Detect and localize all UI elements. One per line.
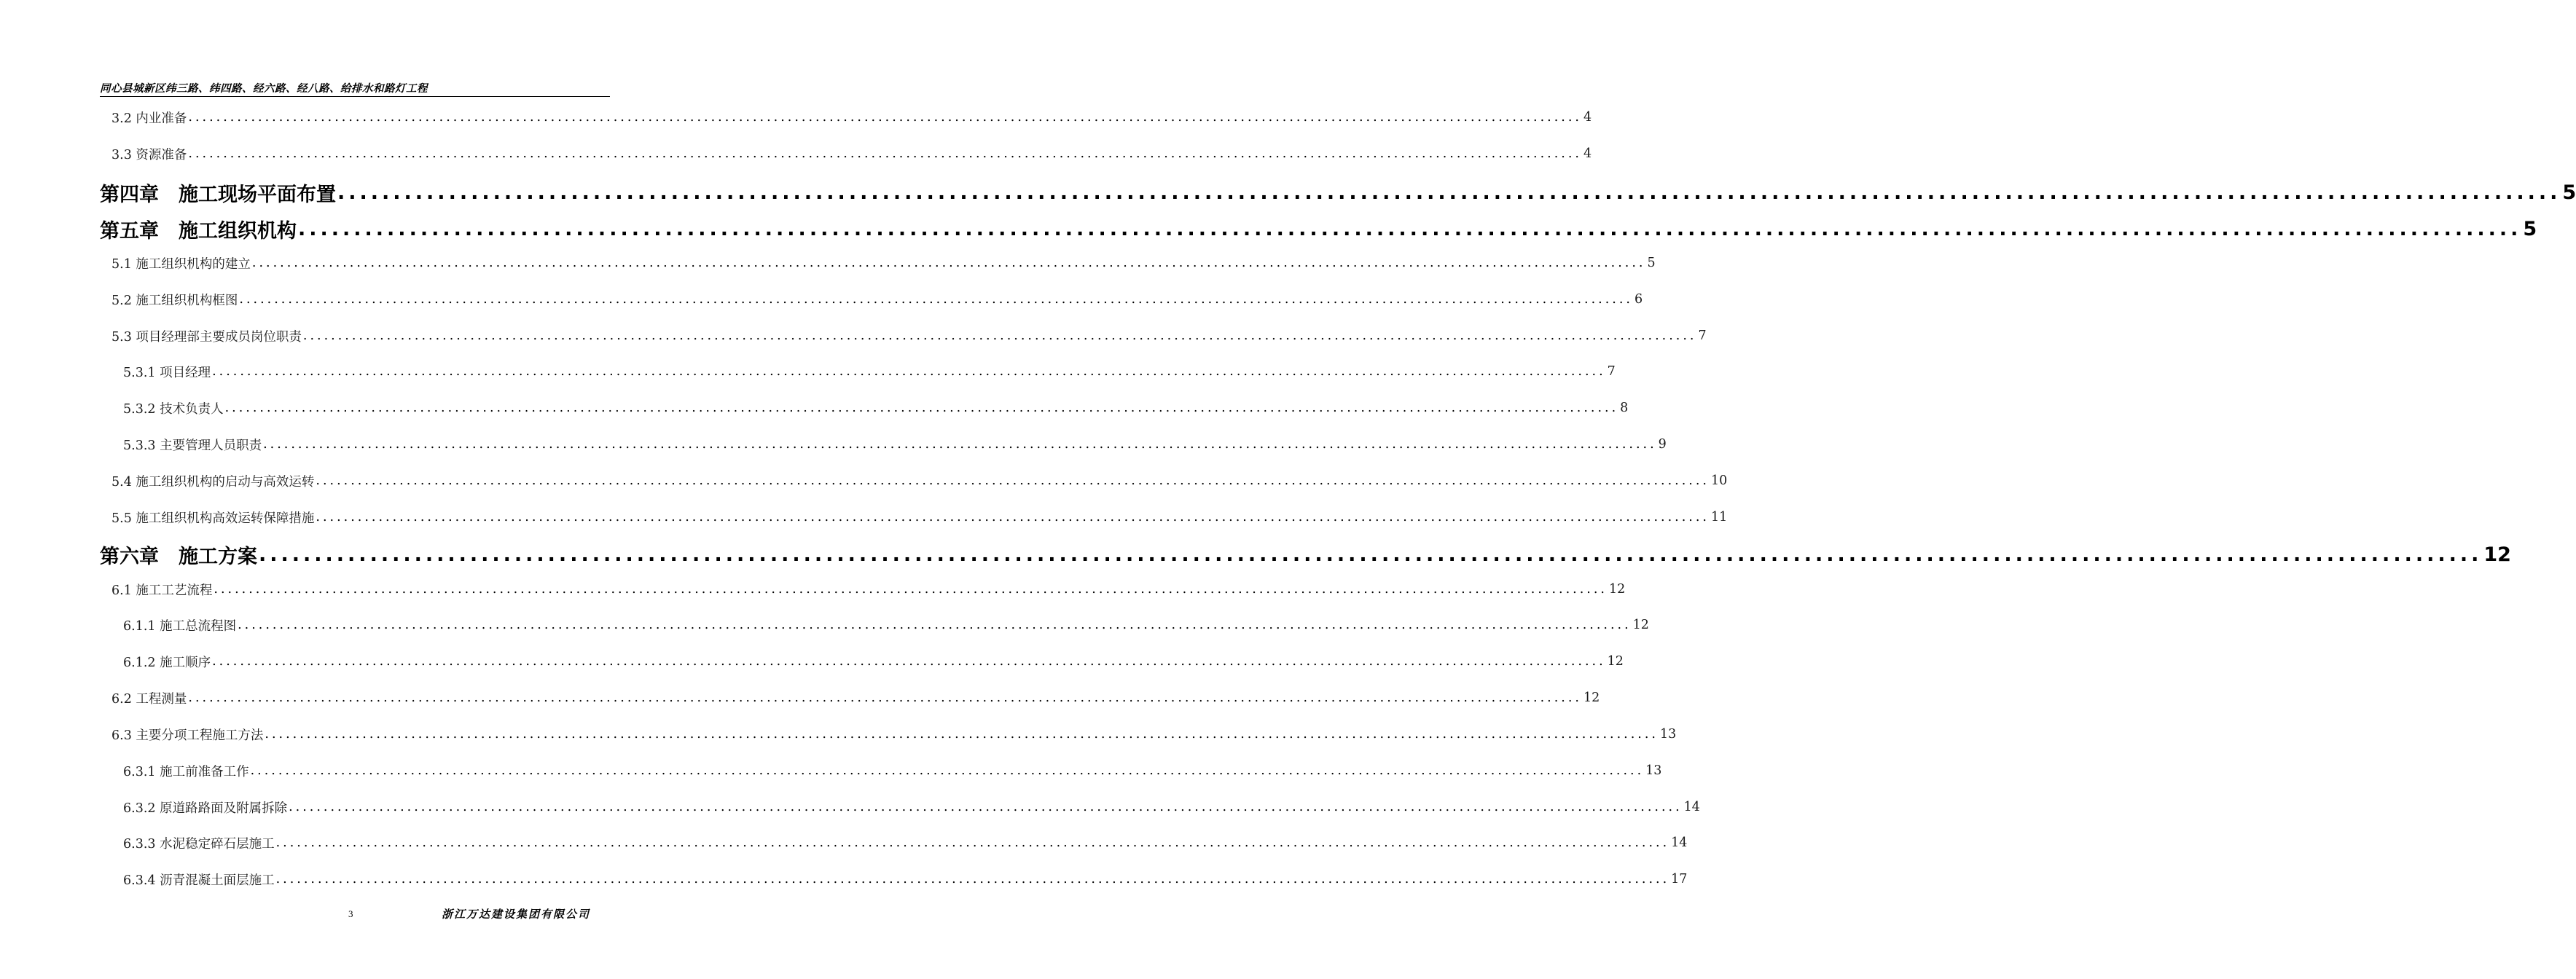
toc-entry-title: 6.3.1 施工前准备工作 xyxy=(123,764,249,779)
toc-dot-leader: ........................................................................................................................................................................................................ xyxy=(188,146,1582,161)
toc-entry-title: 6.3.4 沥青混凝土面层施工 xyxy=(123,873,275,888)
toc-entry-page: 13 xyxy=(1659,727,1677,742)
toc-dot-leader: ........................................................................................................................................................................................................ xyxy=(316,473,1710,488)
toc-entry-title: 6.3.3 水泥稳定碎石层施工 xyxy=(123,836,275,852)
toc-dot-leader: ........................................................................................................................................................................................................ xyxy=(298,217,2522,240)
toc-entry-page: 14 xyxy=(1671,836,1688,850)
toc-entry-page: 12 xyxy=(1583,691,1600,705)
toc-dot-leader: ........................................................................................................................................................................................................ xyxy=(188,691,1582,705)
toc-entry-title: 5.2 施工组织机构框图 xyxy=(111,293,238,308)
toc-entry-title: 5.3.2 技术负责人 xyxy=(123,401,224,417)
toc-dot-leader: ........................................................................................................................................................................................................ xyxy=(238,618,1632,632)
toc-dot-leader: ........................................................................................................................................................................................................ xyxy=(263,437,1657,452)
toc-entry[interactable] xyxy=(111,318,1707,354)
toc-dot-leader: ........................................................................................................................................................................................................ xyxy=(265,727,1659,742)
toc-entry-title: 6.1.2 施工顺序 xyxy=(123,655,211,670)
footer-page-number: 3 xyxy=(348,908,353,919)
toc-entry-page: 9 xyxy=(1658,437,1667,452)
toc-entry-page: 13 xyxy=(1645,763,1662,778)
toc-entry-page: 14 xyxy=(1683,800,1700,814)
toc-entry[interactable] xyxy=(123,825,1688,861)
toc-entry-page: 7 xyxy=(1698,329,1707,343)
toc-entry-title: 5.3 项目经理部主要成员岗位职责 xyxy=(111,329,302,345)
toc-entry-page: 12 xyxy=(1632,618,1649,632)
toc-entry[interactable] xyxy=(123,861,1688,897)
toc-entry-page: 5 xyxy=(1647,256,1656,270)
toc-dot-leader: ........................................................................................................................................................................................................ xyxy=(239,292,1633,307)
toc-entry-title: 5.3.1 项目经理 xyxy=(123,365,211,380)
toc-entry[interactable] xyxy=(123,426,1667,463)
toc-entry-page: 17 xyxy=(1671,872,1688,886)
toc-dot-leader: ........................................................................................................................................................................................................ xyxy=(289,800,1683,814)
toc-dot-leader: ........................................................................................................................................................................................................ xyxy=(337,181,2561,204)
toc-dot-leader: ........................................................................................................................................................................................................ xyxy=(275,836,1670,850)
toc-entry[interactable] xyxy=(111,571,1626,608)
toc-dot-leader: ........................................................................................................................................................................................................ xyxy=(224,401,1619,415)
toc-dot-leader: ........................................................................................................................................................................................................ xyxy=(212,364,1606,379)
toc-entry-page: 5 xyxy=(2523,217,2537,240)
toc-dot-leader: ........................................................................................................................................................................................................ xyxy=(212,654,1606,669)
toc-entry[interactable] xyxy=(123,390,1629,426)
toc-entry-title: 5.3.3 主要管理人员职责 xyxy=(123,438,262,453)
toc-entry[interactable] xyxy=(111,99,1592,135)
toc-entry-title: 6.1 施工工艺流程 xyxy=(111,583,213,598)
toc-entry-page: 10 xyxy=(1710,473,1728,488)
toc-entry[interactable] xyxy=(123,789,1700,825)
toc-entry-page: 12 xyxy=(1607,654,1624,669)
toc-entry-title: 6.3 主要分项工程施工方法 xyxy=(111,728,264,743)
toc-entry-title: 3.2 内业准备 xyxy=(111,111,187,126)
toc-entry-page: 7 xyxy=(1607,364,1616,379)
toc-entry-page: 6 xyxy=(1634,292,1643,307)
toc-entry-title: 5.4 施工组织机构的启动与高效运转 xyxy=(111,474,315,490)
toc-entry[interactable] xyxy=(100,211,2537,247)
toc-entry-title: 6.2 工程测量 xyxy=(111,691,187,707)
toc-entry-title: 5.1 施工组织机构的建立 xyxy=(111,256,251,272)
header-rule xyxy=(100,96,610,97)
toc-dot-leader: ........................................................................................................................................................................................................ xyxy=(250,763,1645,778)
toc-entry-title: 3.3 资源准备 xyxy=(111,147,187,162)
toc-entry-page: 12 xyxy=(1608,582,1626,597)
toc-entry-title: 6.1.1 施工总流程图 xyxy=(123,618,237,634)
toc-entry-page: 11 xyxy=(1710,510,1728,524)
toc-entry[interactable] xyxy=(111,499,1728,535)
toc-entry-page: 12 xyxy=(2483,543,2511,566)
toc-entry-page: 4 xyxy=(1583,146,1592,161)
toc-dot-leader: ........................................................................................................................................................................................................ xyxy=(316,510,1710,524)
toc-dot-leader: ........................................................................................................................................................................................................ xyxy=(275,872,1670,886)
toc-entry-title: 5.5 施工组织机构高效运转保障措施 xyxy=(111,511,315,526)
toc-dot-leader: ........................................................................................................................................................................................................ xyxy=(214,582,1608,597)
toc-entry[interactable] xyxy=(100,174,2576,211)
toc-entry-page: 5 xyxy=(2562,181,2576,204)
toc-entry[interactable] xyxy=(123,752,1662,789)
toc-entry-title: 6.3.2 原道路路面及附属拆除 xyxy=(123,801,288,816)
toc-entry[interactable] xyxy=(111,245,1656,281)
toc-entry[interactable] xyxy=(111,463,1728,499)
toc-entry[interactable] xyxy=(123,643,1624,680)
toc-dot-leader: ........................................................................................................................................................................................................ xyxy=(259,543,2483,566)
toc-entry[interactable] xyxy=(123,607,1649,643)
toc-dot-leader: ........................................................................................................................................................................................................ xyxy=(188,110,1582,125)
toc-entry-title: 第四章 施工现场平面布置 xyxy=(100,183,336,206)
toc-dot-leader: ........................................................................................................................................................................................................ xyxy=(302,329,1697,343)
toc-entry[interactable] xyxy=(111,680,1600,716)
toc-entry[interactable] xyxy=(111,135,1592,172)
toc-entry-title: 第五章 施工组织机构 xyxy=(100,219,297,243)
toc-entry[interactable] xyxy=(111,281,1643,318)
toc-entry[interactable] xyxy=(123,353,1616,390)
toc-entry-page: 4 xyxy=(1583,110,1592,125)
footer-company: 浙江万达建设集团有限公司 xyxy=(442,908,591,921)
toc-entry[interactable] xyxy=(111,716,1677,752)
page-header: 同心县城新区纬三路、纬四路、经六路、经八路、给排水和路灯工程 xyxy=(100,83,428,95)
toc-entry-title: 第六章 施工方案 xyxy=(100,545,257,568)
toc-dot-leader: ........................................................................................................................................................................................................ xyxy=(251,256,1646,270)
toc-entry-page: 8 xyxy=(1620,401,1629,415)
toc-entry[interactable] xyxy=(100,536,2511,573)
